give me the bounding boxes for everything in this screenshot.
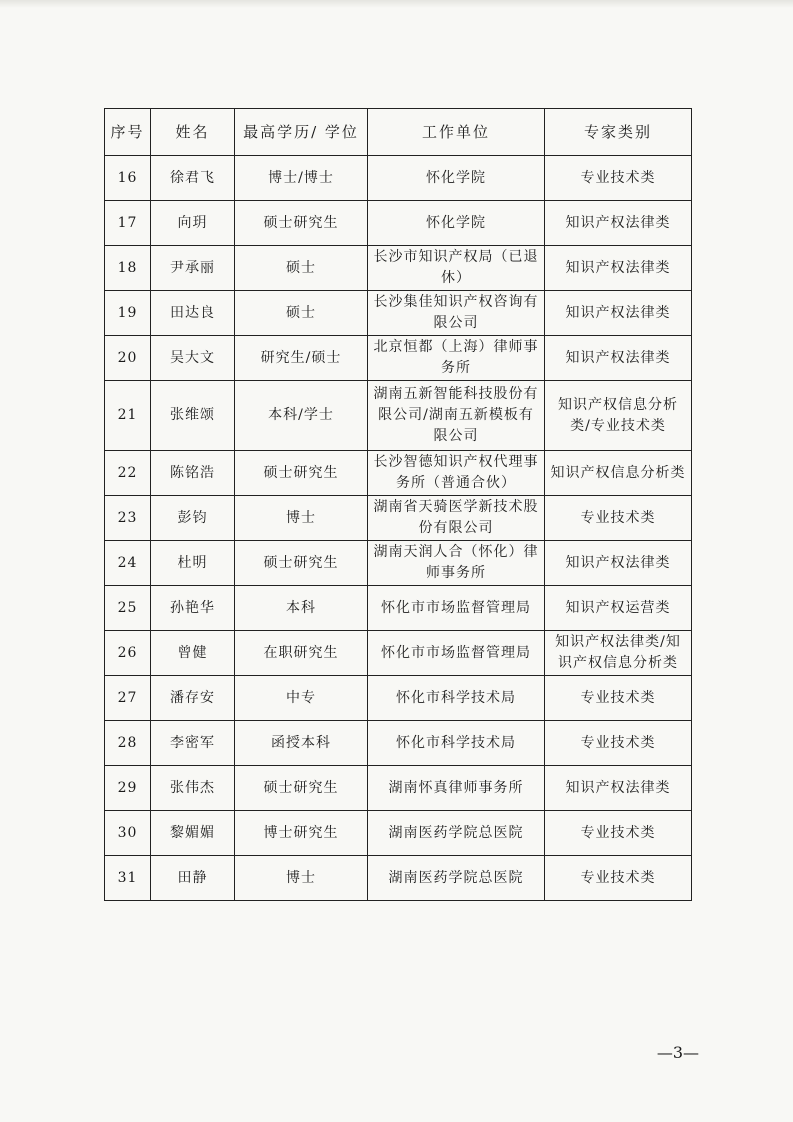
cell-unit: 北京恒都（上海）律师事务所	[368, 336, 545, 381]
cell-category: 知识产权法律类	[545, 336, 692, 381]
cell-degree: 博士/博士	[235, 156, 368, 201]
cell-unit: 长沙市知识产权局（已退休）	[368, 246, 545, 291]
cell-category: 知识产权信息分析类	[545, 451, 692, 496]
cell-name: 潘存安	[151, 676, 235, 721]
cell-category: 知识产权法律类	[545, 201, 692, 246]
table-row	[105, 811, 692, 856]
cell-seq: 19	[105, 291, 151, 336]
cell-name: 尹承丽	[151, 246, 235, 291]
header-degree: 最高学历/ 学位	[235, 109, 368, 156]
cell-name: 李密军	[151, 721, 235, 766]
cell-degree: 硕士研究生	[235, 451, 368, 496]
cell-name: 吴大文	[151, 336, 235, 381]
cell-category: 知识产权法律类	[545, 541, 692, 586]
cell-degree: 硕士研究生	[235, 201, 368, 246]
cell-unit: 怀化学院	[368, 201, 545, 246]
cell-category: 专业技术类	[545, 856, 692, 901]
cell-name: 杜明	[151, 541, 235, 586]
cell-seq: 31	[105, 856, 151, 901]
table-header-row	[105, 109, 692, 156]
cell-degree: 在职研究生	[235, 631, 368, 676]
cell-seq: 22	[105, 451, 151, 496]
cell-seq: 16	[105, 156, 151, 201]
table-row	[105, 201, 692, 246]
table-row	[105, 451, 692, 496]
cell-name: 孙艳华	[151, 586, 235, 631]
cell-category: 专业技术类	[545, 676, 692, 721]
table-row	[105, 676, 692, 721]
table-row	[105, 766, 692, 811]
cell-seq: 30	[105, 811, 151, 856]
cell-category: 专业技术类	[545, 721, 692, 766]
cell-unit: 怀化市市场监督管理局	[368, 631, 545, 676]
cell-unit: 怀化市市场监督管理局	[368, 586, 545, 631]
cell-unit: 湖南医药学院总医院	[368, 856, 545, 901]
cell-unit: 长沙集佳知识产权咨询有限公司	[368, 291, 545, 336]
cell-seq: 28	[105, 721, 151, 766]
cell-name: 田静	[151, 856, 235, 901]
page-number: —3—	[656, 1043, 699, 1062]
cell-name: 向玥	[151, 201, 235, 246]
table-row	[105, 496, 692, 541]
cell-degree: 博士	[235, 496, 368, 541]
cell-degree: 本科/学士	[235, 381, 368, 451]
cell-name: 张维颂	[151, 381, 235, 451]
cell-name: 陈铭浩	[151, 451, 235, 496]
table-row	[105, 156, 692, 201]
table-row	[105, 631, 692, 676]
cell-unit: 湖南五新智能科技股份有限公司/湖南五新模板有限公司	[368, 381, 545, 451]
cell-category: 知识产权信息分析类/专业技术类	[545, 381, 692, 451]
cell-seq: 25	[105, 586, 151, 631]
cell-category: 专业技术类	[545, 156, 692, 201]
cell-unit: 怀化市科学技术局	[368, 721, 545, 766]
cell-category: 知识产权运营类	[545, 586, 692, 631]
cell-seq: 26	[105, 631, 151, 676]
cell-unit: 怀化学院	[368, 156, 545, 201]
cell-seq: 17	[105, 201, 151, 246]
table-row	[105, 291, 692, 336]
table-row	[105, 721, 692, 766]
header-category: 专家类别	[545, 109, 692, 156]
expert-table	[104, 108, 692, 901]
cell-name: 曾健	[151, 631, 235, 676]
cell-category: 知识产权法律类	[545, 246, 692, 291]
cell-degree: 中专	[235, 676, 368, 721]
cell-degree: 硕士研究生	[235, 766, 368, 811]
table-row	[105, 856, 692, 901]
cell-category: 知识产权法律类	[545, 766, 692, 811]
header-unit: 工作单位	[368, 109, 545, 156]
cell-unit: 湖南天润人合（怀化）律师事务所	[368, 541, 545, 586]
cell-name: 徐君飞	[151, 156, 235, 201]
cell-category: 专业技术类	[545, 496, 692, 541]
table-row	[105, 336, 692, 381]
cell-category: 知识产权法律类/知识产权信息分析类	[545, 631, 692, 676]
cell-degree: 本科	[235, 586, 368, 631]
cell-name: 田达良	[151, 291, 235, 336]
cell-degree: 博士	[235, 856, 368, 901]
scan-edge	[0, 0, 793, 8]
table-row	[105, 246, 692, 291]
cell-unit: 湖南省天骑医学新技术股份有限公司	[368, 496, 545, 541]
cell-name: 彭钧	[151, 496, 235, 541]
cell-unit: 湖南怀真律师事务所	[368, 766, 545, 811]
cell-degree: 研究生/硕士	[235, 336, 368, 381]
cell-degree: 函授本科	[235, 721, 368, 766]
cell-degree: 博士研究生	[235, 811, 368, 856]
cell-seq: 24	[105, 541, 151, 586]
cell-seq: 23	[105, 496, 151, 541]
table-row	[105, 381, 692, 451]
cell-seq: 29	[105, 766, 151, 811]
cell-name: 张伟杰	[151, 766, 235, 811]
cell-name: 黎媚媚	[151, 811, 235, 856]
table-row	[105, 586, 692, 631]
cell-category: 知识产权法律类	[545, 291, 692, 336]
cell-unit: 怀化市科学技术局	[368, 676, 545, 721]
cell-seq: 18	[105, 246, 151, 291]
table-row	[105, 541, 692, 586]
cell-seq: 27	[105, 676, 151, 721]
cell-category: 专业技术类	[545, 811, 692, 856]
cell-seq: 21	[105, 381, 151, 451]
cell-degree: 硕士研究生	[235, 541, 368, 586]
cell-unit: 湖南医药学院总医院	[368, 811, 545, 856]
cell-degree: 硕士	[235, 246, 368, 291]
cell-seq: 20	[105, 336, 151, 381]
header-name: 姓名	[151, 109, 235, 156]
cell-degree: 硕士	[235, 291, 368, 336]
cell-unit: 长沙智德知识产权代理事务所（普通合伙）	[368, 451, 545, 496]
header-seq: 序号	[105, 109, 151, 156]
